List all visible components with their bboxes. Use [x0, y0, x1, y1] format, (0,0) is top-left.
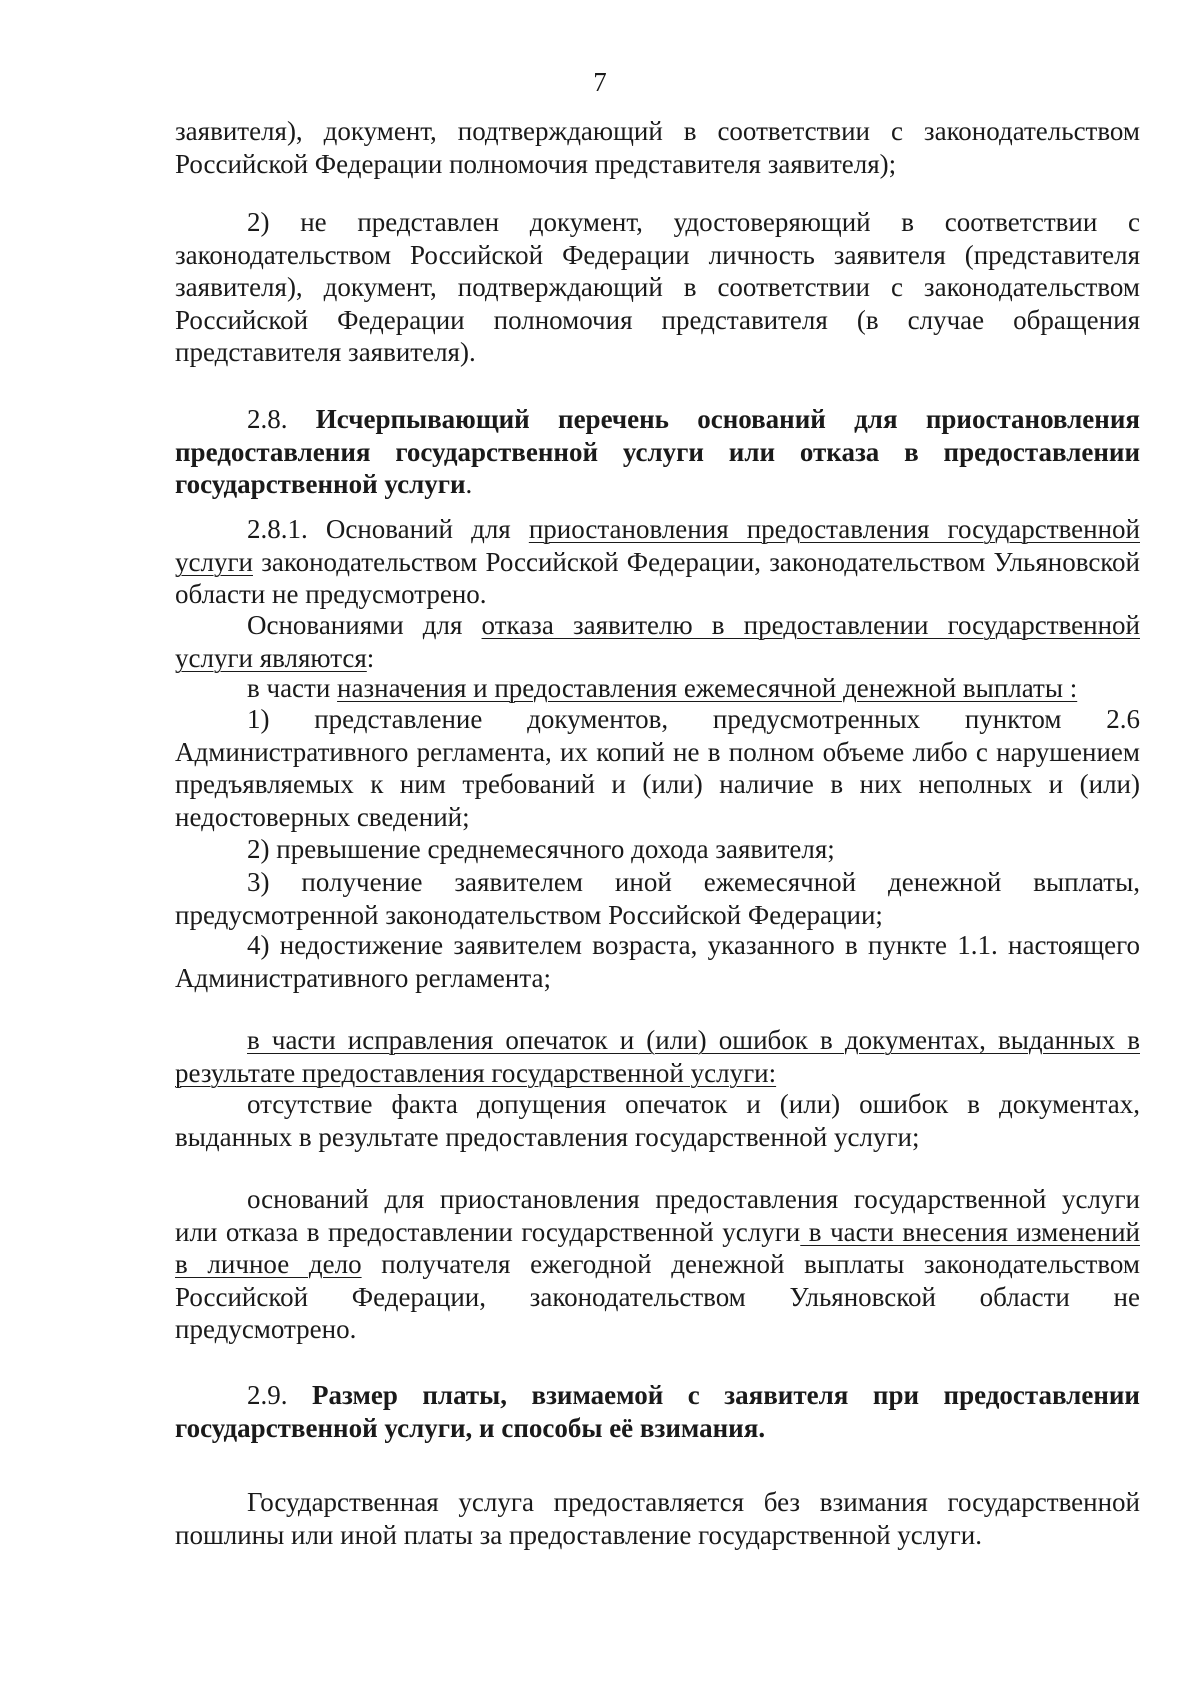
underlined-text: отказа заявителю в предоставлении государственной услуги являются — [175, 610, 1140, 673]
paragraph-text — [175, 609, 1140, 674]
underlined-text: в части внесения изменений в личное дело — [175, 1216, 1140, 1279]
list-item-text: 3) получение заявителем иной ежемесячной денежной выплаты, предусмотренной законодательством Российской Федерации; — [175, 867, 1140, 930]
text-span: получателя ежегодной денежной выплаты законодательством Российской Федерации, законодательством Ульяновской области не предусмотрено. — [175, 1249, 1140, 1344]
section-title: Размер платы, взимаемой с заявителя при предоставлении государственной услуги, и способы её взимания. — [175, 1380, 1140, 1443]
paragraph-text: отсутствие факта допущения опечаток и (или) ошибок в документах, выданных в результате предоставления государственной услуги; — [175, 1089, 1140, 1152]
text-span: : — [366, 642, 375, 673]
text-span: законодательством Российской Федерации, законодательством Ульяновской области не предусмотрено. — [175, 546, 1140, 609]
list-item — [175, 866, 1140, 931]
list-item-text: 2) превышение среднемесячного дохода заявителя; — [247, 834, 835, 864]
paragraph-continuation — [175, 115, 1140, 180]
paragraph-part-typos — [175, 1024, 1140, 1089]
paragraph-line: заявителя), документ, подтверждающий в соответствии с законодательством — [175, 116, 1140, 146]
list-item — [175, 703, 1140, 833]
section-title-tail: . — [465, 469, 473, 499]
list-item-text: 1) представление документов, предусмотренных пунктом 2.6 Административного регламента, их копий не в полном объеме либо с нарушением предъявляемых к ним требований и (или) наличие в них неполных и (или) недостоверных сведений; — [175, 704, 1140, 832]
text-span: Основаниями для — [247, 610, 482, 640]
section-heading-text — [175, 1379, 1140, 1444]
page-number: 7 — [593, 67, 607, 97]
paragraph-text: Государственная услуга предоставляется без взимания государственной пошлины или иной платы за предоставление государственной услуги. — [175, 1487, 1140, 1550]
underlined-text: приостановления предоставления государственной услуги — [175, 514, 1140, 577]
paragraph-item-2 — [175, 206, 1140, 369]
paragraph-text: 2) не представлен документ, удостоверяющий в соответствии с законодательством Российской Федерации личность заявителя (представителя заявителя), документ, подтверждающий в соответствии с законодательством Российской Федерации полномочия представителя (в случае обращения представителя заявителя). — [175, 207, 1140, 367]
paragraph-part-monthly — [175, 672, 1140, 705]
section-number: 2.9. — [247, 1380, 313, 1410]
paragraph-text — [175, 672, 1140, 705]
list-item — [175, 833, 1140, 866]
section-number: 2.8. — [247, 404, 316, 434]
underlined-text: в части исправления опечаток и (или) ошибок в документах, выданных в результате предоставления государственной услуги: — [175, 1025, 1140, 1088]
text-span: в части — [247, 673, 338, 703]
section-2-9-heading — [175, 1379, 1140, 1444]
paragraph-typos-text — [175, 1088, 1140, 1153]
list-item-text: 4) недостижение заявителем возраста, указанного в пункте 1.1. настоящего Административного регламента; — [175, 930, 1140, 993]
list-item — [175, 929, 1140, 994]
underlined-text: назначения и предоставления ежемесячной денежной выплаты : — [337, 673, 1078, 703]
paragraph-text — [175, 513, 1140, 611]
paragraph-2-8-1 — [175, 513, 1140, 611]
paragraph-line: Российской Федерации полномочия представителя заявителя); — [175, 148, 897, 179]
paragraph-grounds — [175, 609, 1140, 674]
text-span: 2.8.1. Оснований для — [247, 514, 529, 544]
section-title: Исчерпывающий перечень оснований для приостановления предоставления государственной услуги или отказа в предоставлении государственной услуги — [175, 404, 1141, 499]
section-heading-text — [175, 403, 1140, 501]
text-span: оснований для приостановления предоставления государственной услуги или отказа в предоставлении государственной услуги — [175, 1184, 1140, 1247]
section-2-8-heading — [175, 403, 1140, 501]
paragraph-changes — [175, 1183, 1140, 1346]
paragraph-fee — [175, 1486, 1140, 1551]
paragraph-text — [175, 1183, 1140, 1346]
